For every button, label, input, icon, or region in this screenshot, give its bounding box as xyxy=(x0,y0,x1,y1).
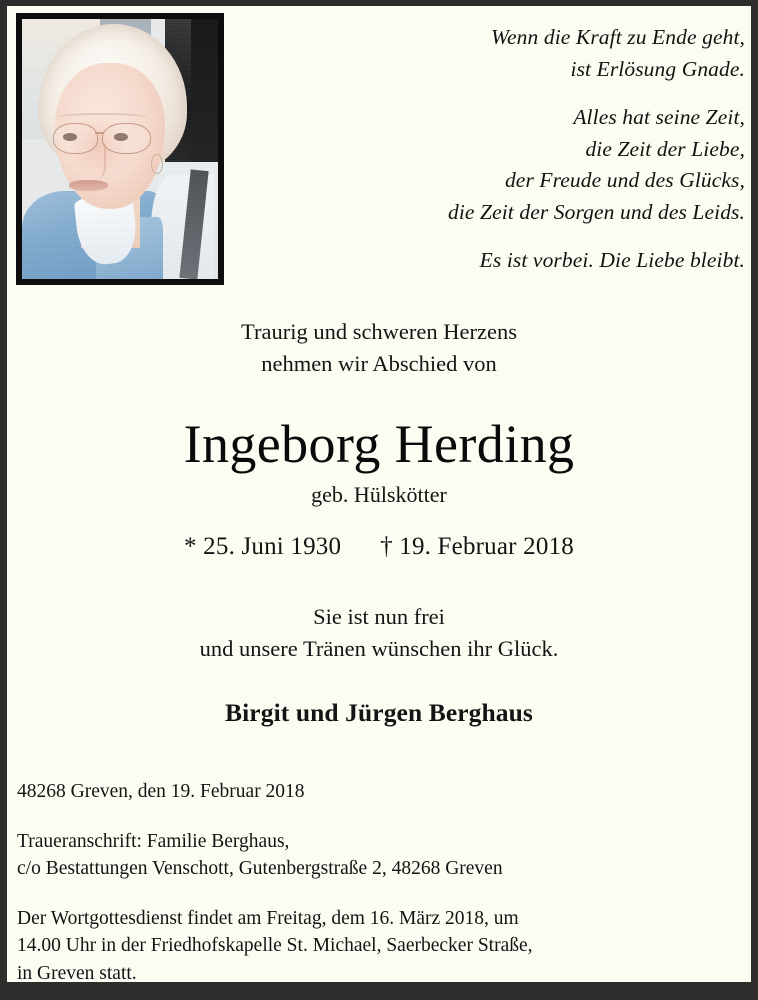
deceased-name: Ingeborg Herding xyxy=(183,414,575,474)
service-information-line: 14.00 Uhr in der Friedhofskapelle St. Michael, Saerbecker Straße, xyxy=(17,935,533,956)
place-and-date: 48268 Greven, den 19. Februar 2018 xyxy=(17,781,305,802)
poem-line: Wenn die Kraft zu Ende geht, xyxy=(490,25,745,49)
poem-line: Alles hat seine Zeit, xyxy=(573,105,745,129)
poem-line: die Zeit der Liebe, xyxy=(585,136,745,161)
notice-details xyxy=(7,778,751,982)
photo-mouth xyxy=(69,180,108,190)
poem-stanza-2 xyxy=(325,102,745,228)
poem-line: die Zeit der Sorgen und des Leids. xyxy=(447,199,745,224)
portrait-photo-frame xyxy=(16,13,224,285)
memorial-body xyxy=(7,316,751,728)
service-information-line: Der Wortgottesdienst findet am Freitag, dem 16. März 2018, um xyxy=(17,907,519,929)
condolence-address-line: c/o Bestattungen Venschott, Gutenbergstraße 2, 48268 Greven xyxy=(17,858,503,879)
header-area xyxy=(7,6,751,294)
poem-line: der Freude und des Glücks, xyxy=(504,168,745,192)
photo-glasses-bridge xyxy=(95,132,105,134)
condolence-address-line: Traueranschrift: Familie Berghaus, xyxy=(17,830,290,852)
farewell-intro-line: Traurig und schweren Herzens xyxy=(241,319,517,344)
poem-line: Es ist vorbei. Die Liebe bleibt. xyxy=(479,248,745,272)
survivors-names: Birgit und Jürgen Berghaus xyxy=(225,698,533,727)
birth-date: * 25. Juni 1930 xyxy=(184,533,342,560)
service-information xyxy=(17,905,739,983)
photo-nose xyxy=(81,144,107,180)
farewell-intro-line: nehmen wir Abschied von xyxy=(261,351,497,376)
poem-line: ist Erlösung Gnade. xyxy=(570,56,745,81)
memorial-poem xyxy=(325,22,745,277)
memorial-verse xyxy=(7,601,751,665)
service-information-line: in Greven statt. xyxy=(17,962,137,982)
memorial-verse-line: Sie ist nun frei xyxy=(313,604,445,629)
death-date: † 19. Februar 2018 xyxy=(380,533,574,560)
memorial-verse-line: und unsere Tränen wünschen ihr Glück. xyxy=(199,636,559,661)
poem-stanza-3 xyxy=(325,245,745,277)
poem-stanza-1 xyxy=(325,22,745,85)
farewell-intro xyxy=(7,316,751,380)
portrait-photo xyxy=(22,19,218,279)
condolence-address xyxy=(17,828,739,883)
obituary-notice xyxy=(7,6,751,982)
life-dates xyxy=(7,532,751,562)
deceased-maiden-name: geb. Hülskötter xyxy=(311,482,447,507)
